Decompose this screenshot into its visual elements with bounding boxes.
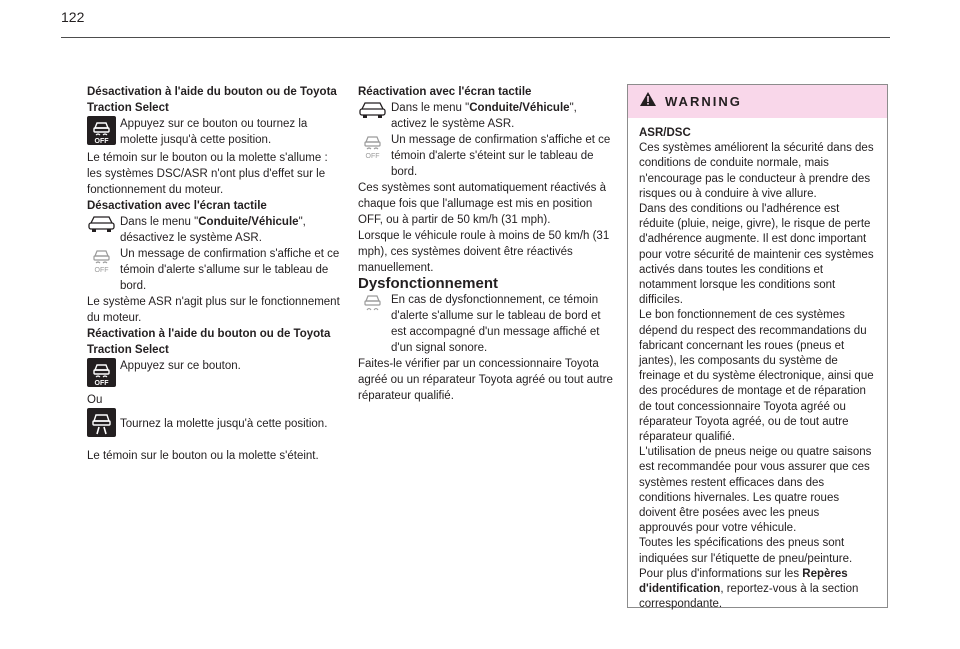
paragraph: Le témoin sur le bouton ou la molette s'éteint. — [87, 450, 319, 462]
text-part: Pour plus d'informations sur les — [639, 567, 803, 580]
instruction-text — [391, 100, 614, 132]
warning-paragraph: Ces systèmes améliorent la sécurité dans des conditions de conduite normale, mais n'encourage pas le conducteur à prendre des risques ou à conduire à vive allure. — [639, 142, 874, 200]
instruction-text: Un message de confirmation s'affiche et ce témoin d'alerte s'allume sur le tableau de bord. — [120, 248, 340, 292]
svg-text:OFF: OFF — [94, 267, 109, 274]
menu-name: Conduite/Véhicule — [198, 216, 299, 228]
instruction-text: Appuyez sur ce bouton ou tournez la molette jusqu'à cette position. — [120, 118, 308, 146]
page-number: 122 — [61, 9, 85, 25]
warning-paragraph: L'utilisation de pneus neige ou quatre saisons est recommandée pour vous assurer que ces systèmes restent efficaces dans des conditions hivernales. Les quatre roues doivent être posées avec les pneus approuvés pour votre véhicule. — [639, 446, 872, 535]
instruction-row — [358, 292, 614, 356]
instruction-text: Appuyez sur ce bouton. — [120, 360, 241, 372]
warning-paragraph: Toutes les spécifications des pneus sont indiquées sur l'étiquette de pneu/peinture. — [639, 537, 853, 565]
traction-select-dial-icon — [87, 408, 116, 442]
instruction-text: Tournez la molette jusqu'à cette position. — [120, 418, 328, 430]
esp-off-warning-light-icon — [87, 246, 116, 280]
warning-subtitle: ASR/DSC — [639, 127, 691, 139]
paragraph: Ces systèmes sont automatiquement réactivés à chaque fois que l'allumage est mis en position OFF, ou à partir de 50 km/h (31 mph). — [358, 182, 607, 226]
column-1 — [87, 84, 345, 464]
instruction-row — [87, 408, 345, 442]
heading-deactivation-button: Désactivation à l'aide du bouton ou de Toyota Traction Select — [87, 86, 337, 114]
heading-malfunction: Dysfonctionnement — [358, 275, 499, 292]
warning-paragraph: Le bon fonctionnement de ces systèmes dépend du respect des recommandations du fabricant concernant les roues (pneus et jantes), les composants du système de freinage et du système électronique, ainsi que des procédures de montage et de réparation de tout concessionnaire Toyota agréé ou réparateur Toyota agréé, ou de tout autre réparateur qualifié. — [639, 309, 874, 444]
instruction-text: Un message de confirmation s'affiche et ce témoin d'alerte s'éteint sur le tableau de bord. — [391, 134, 611, 178]
warning-paragraph: Dans des conditions ou l'adhérence est réduite (pluie, neige, givre), le risque de perte d'adhérence augmente. Il est donc important pour votre sécurité de maintenir ces systèmes activés dans toutes les conditions et notamment lorsque les conditions sont difficiles. — [639, 203, 874, 307]
warning-body — [628, 118, 887, 613]
heading-reactivation-button: Réactivation à l'aide du bouton ou de Toyota Traction Select — [87, 328, 331, 356]
paragraph: Le témoin sur le bouton ou la molette s'allume : les systèmes DSC/ASR n'ont plus d'effet sur le fonctionnement du moteur. — [87, 152, 328, 196]
or-text: Ou — [87, 394, 103, 406]
warning-paragraph — [639, 567, 876, 613]
esp-warning-light-icon — [358, 292, 387, 319]
warning-triangle-icon — [639, 91, 657, 112]
header-rule — [61, 37, 890, 38]
text-part: Dans le menu " — [391, 102, 470, 114]
heading-deactivation-touchscreen: Désactivation avec l'écran tactile — [87, 200, 267, 212]
esp-off-button-icon — [87, 358, 116, 392]
instruction-row — [87, 116, 345, 150]
svg-text:OFF: OFF — [94, 380, 109, 387]
paragraph: Le système ASR n'agit plus sur le fonctionnement du moteur. — [87, 296, 340, 324]
car-menu-icon — [358, 100, 387, 125]
text-part: , reportez-vous à la section correspondante. — [639, 583, 859, 611]
column-2 — [358, 84, 614, 404]
esp-off-button-icon — [87, 116, 116, 150]
svg-text:OFF: OFF — [365, 153, 380, 160]
warning-box — [627, 84, 888, 611]
instruction-text — [120, 214, 345, 246]
paragraph: Faites-le vérifier par un concessionnaire Toyota agréé ou un réparateur Toyota agréé ou tout autre réparateur qualifié. — [358, 358, 613, 402]
car-menu-icon — [87, 214, 116, 239]
link-reference: Repères d'identification — [639, 567, 848, 596]
text-part: ", désactivez le système ASR. — [120, 216, 306, 244]
menu-name: Conduite/Véhicule — [469, 102, 570, 114]
text-part: Dans le menu " — [120, 216, 199, 228]
instruction-row — [358, 132, 614, 180]
paragraph: Lorsque le véhicule roule à moins de 50 km/h (31 mph), ces systèmes doivent être réactivés manuellement. — [358, 230, 610, 274]
instruction-row — [358, 100, 614, 132]
instruction-row — [87, 358, 345, 392]
text-part: ", activez le système ASR. — [391, 102, 577, 130]
esp-off-warning-light-icon — [358, 132, 387, 166]
svg-text:OFF: OFF — [94, 138, 109, 145]
instruction-text: En cas de dysfonctionnement, ce témoin d'alerte s'allume sur le tableau de bord et est accompagné d'un message affiché et d'un signal sonore. — [391, 294, 601, 354]
instruction-row — [87, 246, 345, 294]
warning-header — [628, 85, 887, 118]
heading-reactivation-touchscreen: Réactivation avec l'écran tactile — [358, 86, 532, 98]
warning-title: WARNING — [665, 93, 742, 109]
instruction-row — [87, 214, 345, 246]
